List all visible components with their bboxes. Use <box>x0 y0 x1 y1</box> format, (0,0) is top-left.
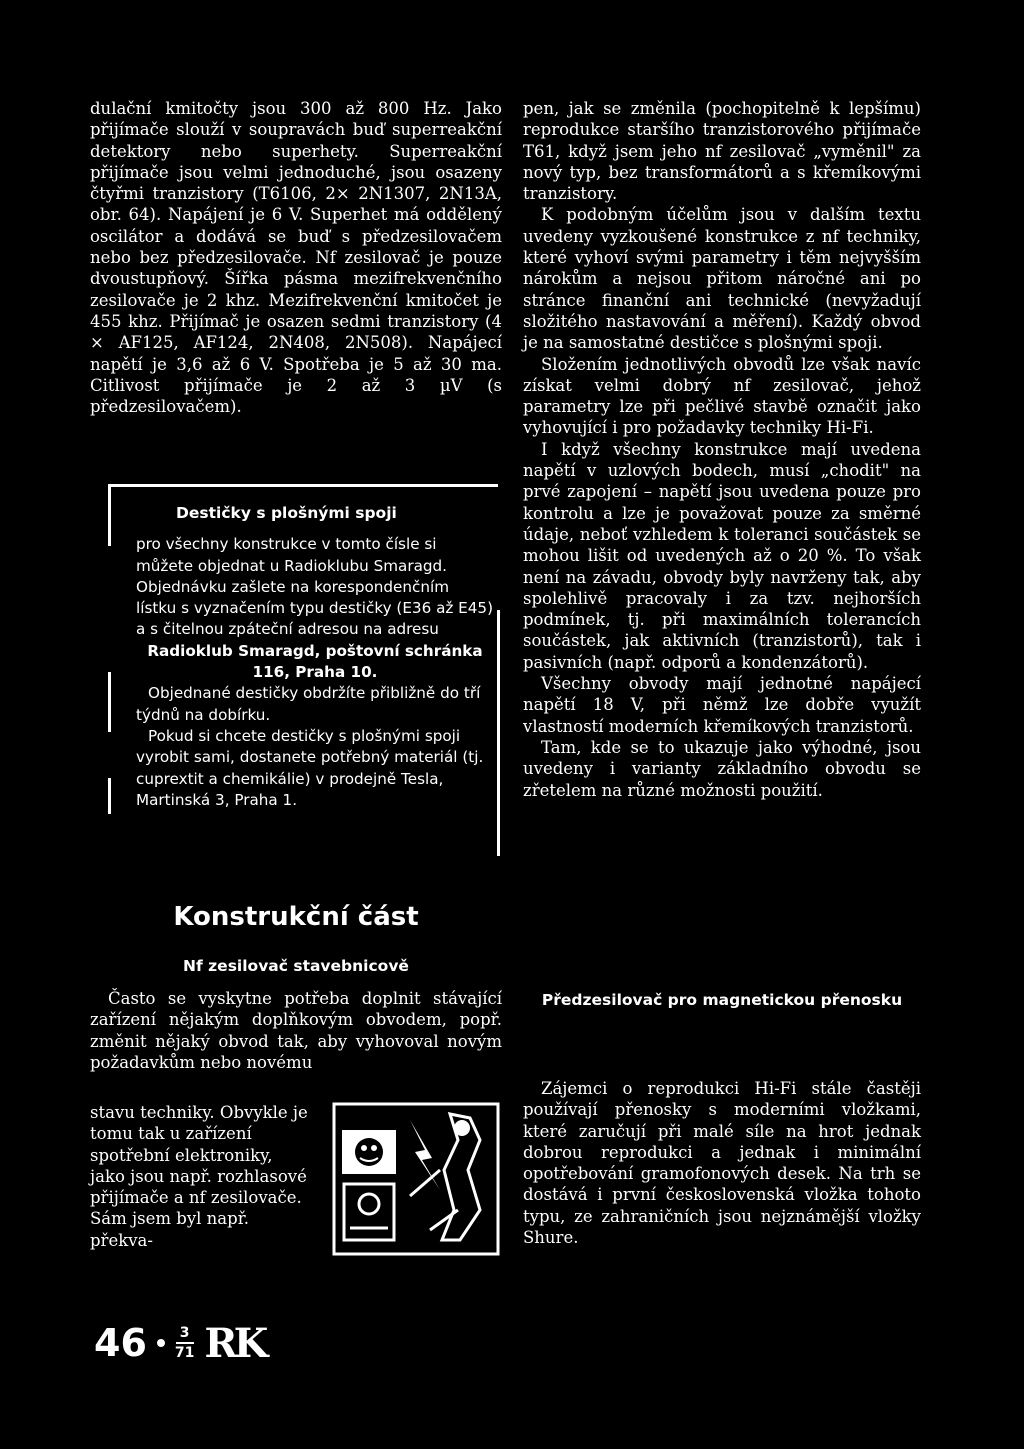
box-left-line-bottom <box>108 778 111 814</box>
box-title: Destičky s plošnými spoji <box>176 504 397 522</box>
paragraph: dulační kmitočty jsou 300 až 800 Hz. Jako přijímače slouží v soupravách buď superreakční detektory nebo superhety. Superreakční přijímače jsou velmi jednoduché, jsou osazeny čtyřmi tranzistory (T6106, 2× 2N1307, 2N13A, obr. 64). Napájení je 6 V. Superhet má oddělený oscilátor a dodává se buď s předzesilovačem nebo bez předzesilovače. Nf zesilovač je pouze dvoustupňový. Šířka pásma mezifrekvenčního zesilovače je 2 khz. Mezifrekvenční kmitočet je 455 khz. Přijímač je osazen sedmi tranzistory (4 × AF125, AF124, 2N408, 2N508). Napájecí napětí je 3,6 až 6 V. Spotřeba je 5 až 30 ma. Citlivost přijímače je 2 až 3 µV (s předzesilovačem). <box>90 99 502 417</box>
box-top-line <box>108 484 498 487</box>
paragraph: Často se vyskytne potřeba doplnit stávající zařízení nějakým doplňkovým obvodem, popř. změnit nějaký obvod tak, aby vyhovoval novým požadavkům nebo novému <box>90 989 502 1072</box>
section-subtitle: Nf zesilovač stavebnicově <box>183 957 409 975</box>
pcb-order-box <box>136 503 494 811</box>
paragraph: K podobným účelům jsou v dalším textu uvedeny vyzkoušené konstrukce z nf techniky, které vyhoví svými parametry i těm nejvyšším nárokům a nejsou přitom náročné ani po stránce finanční ani technické (nevyžadují složitého nastavování a měření). Každý obvod je na samostatné destičce s plošnými spoji. <box>523 205 921 353</box>
paragraph: Zájemci o reprodukci Hi-Fi stále častěji používají přenosky s moderními vložkami, které zaručují při malé síle na hrot jednak dobrou reprodukci a jednak i minimální opotřebování gramofonových desek. Na trh se dostává i první československá vložka tohoto typu, ze zahraničních jsou nejznámější vložky Shure. <box>523 1079 921 1248</box>
paragraph: pen, jak se změnila (pochopitelně k lepšímu) reprodukce staršího tranzistorového přijímače T61, když jsem jeho nf zesilovač „vyměnil" za nový typ, bez transformátorů a s křemíkovými tranzistory. <box>523 99 921 204</box>
right-column-text <box>523 98 921 801</box>
issue-number <box>175 1326 194 1360</box>
left-column-text <box>90 98 502 417</box>
paragraph: I když všechny konstrukce mají uvedena napětí v uzlových bodech, musí „chodit" na prvé zapojení – napětí jsou uvedena pouze pro kontrolu a lze je považovat pouze za směrné údaje, neboť vzhledem k toleranci součástek se mohou lišit od uvedených až o 20 %. To však není na závadu, obvody byly navrženy tak, aby spolehlivě pracovaly i za tzv. nejhorších podmínek, tj. při maximálních tolerancích součástek, jak aktivních (tranzistorů), tak i pasivních (např. odporů a kondenzátorů). <box>523 439 921 672</box>
subsection-title: Předzesilovač pro magnetickou přenosku <box>541 991 903 1009</box>
box-text-3: Pokud si chcete destičky s plošnými spoji vyrobit sami, dostanete potřebný materiál (tj. cuprextit a chemikálie) v prodejně Tesla, Martinská 3, Praha 1. <box>136 726 484 809</box>
box-text: pro všechny konstrukce v tomto čísle si můžete objednat u Radioklubu Smaragd. Objednávku zašlete na korespondenčním lístku s vyznačením typu destičky (E36 až E45) a s čitelnou zpáteční adresou na adresu <box>136 535 494 639</box>
section-title: Konstrukční část <box>173 902 419 932</box>
issue-bar <box>176 1342 194 1344</box>
paragraph: stavu techniky. Obvykle je tomu tak u zařízení spotřební elektroniky, jako jsou např. rozhlasové přijímače a nf zesilovače. Sám jsem byl např. překva- <box>90 1103 308 1250</box>
box-text-2: Objednané destičky obdržíte přibližně do tří týdnů na dobírku. <box>136 684 481 724</box>
paragraph: Složením jednotlivých obvodů lze však navíc získat velmi dobrý nf zesilovač, jehož parametry lze při pečlivé stavbě označit jako vyhovující i pro požadavky techniky Hi-Fi. <box>523 354 921 438</box>
paragraph: Tam, kde se to ukazuje jako výhodné, jsou uvedeny i varianty základního obvodu se zřetelem na různé možnosti použití. <box>523 737 921 800</box>
section-intro-continued <box>90 1102 312 1251</box>
box-right-line <box>497 610 500 856</box>
issue-year: 71 <box>174 1345 195 1361</box>
cartoon-illustration <box>330 1100 502 1258</box>
box-left-line-lower <box>108 672 111 732</box>
paragraph: Všechny obvody mají jednotné napájecí napětí 18 V, při němž lze dobře využít vlastností moderních křemíkových tranzistorů. <box>523 674 921 736</box>
right-column-text-2 <box>523 1078 921 1248</box>
issue-num: 3 <box>179 1325 190 1341</box>
section-intro <box>90 988 502 1073</box>
page-footer <box>94 1318 264 1368</box>
rk-logo: RK <box>204 1319 265 1367</box>
page-number: 46 <box>94 1321 147 1365</box>
bullet-dot <box>157 1339 165 1347</box>
box-left-line <box>108 484 111 546</box>
box-address: Radioklub Smaragd, poštovní schránka 116, Praha 10. <box>147 641 483 682</box>
